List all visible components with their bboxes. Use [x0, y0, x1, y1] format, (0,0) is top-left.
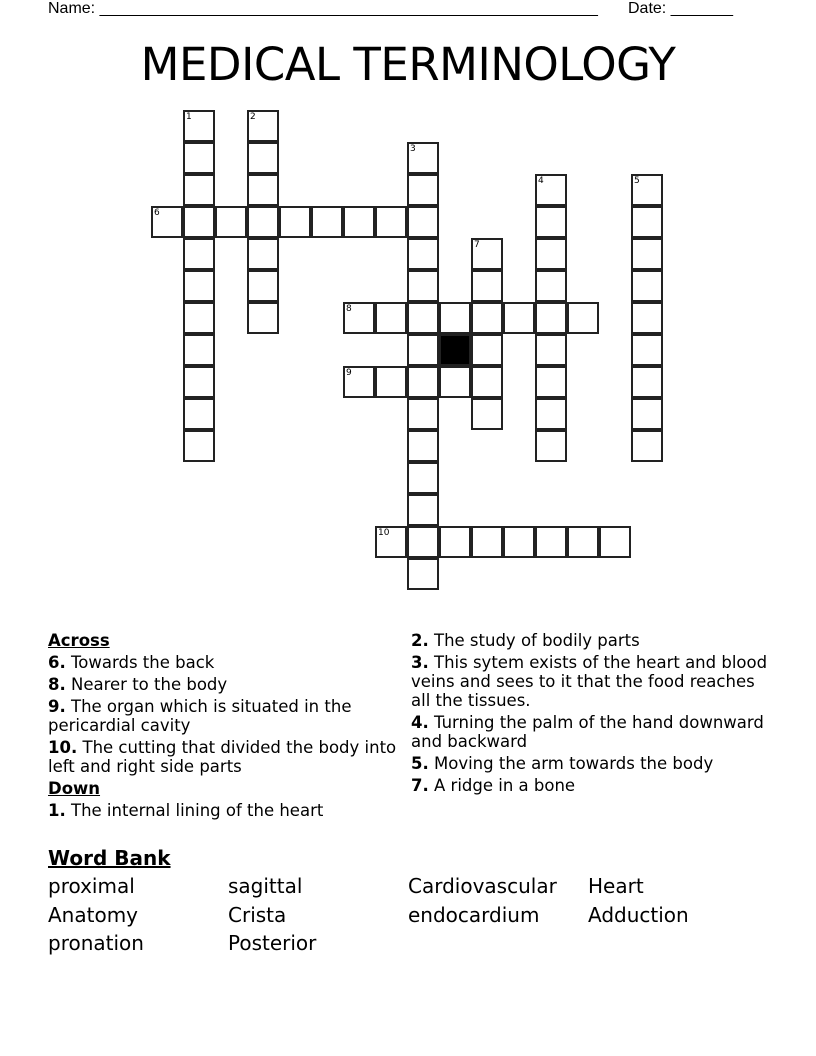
- word-bank-title: Word Bank: [48, 846, 171, 870]
- grid-cell[interactable]: [407, 462, 439, 494]
- grid-cell[interactable]: [183, 110, 215, 142]
- clue-number: 3.: [411, 653, 429, 672]
- clue-text: The organ which is situated in the pericardial cavity: [48, 697, 352, 735]
- grid-cell[interactable]: [631, 270, 663, 302]
- clue-text: This sytem exists of the heart and blood veins and sees to it that the food reaches all the tissues.: [411, 653, 768, 710]
- grid-cell[interactable]: [183, 206, 215, 238]
- clue-down-7: [411, 776, 771, 795]
- grid-cell[interactable]: [535, 270, 567, 302]
- grid-cell[interactable]: [407, 238, 439, 270]
- clue-text: Towards the back: [71, 653, 215, 672]
- grid-cell[interactable]: [439, 526, 471, 558]
- grid-cell[interactable]: [407, 494, 439, 526]
- grid-cell[interactable]: [567, 526, 599, 558]
- grid-cell[interactable]: [247, 142, 279, 174]
- grid-cell[interactable]: [631, 398, 663, 430]
- grid-cell[interactable]: [407, 526, 439, 558]
- cell-number: 10: [378, 528, 390, 538]
- grid-cell[interactable]: [183, 270, 215, 302]
- grid-cell[interactable]: [535, 366, 567, 398]
- grid-cell[interactable]: [183, 302, 215, 334]
- grid-cell[interactable]: [503, 526, 535, 558]
- grid-cell[interactable]: [471, 270, 503, 302]
- grid-cell[interactable]: [183, 430, 215, 462]
- grid-cell[interactable]: [183, 366, 215, 398]
- grid-cell[interactable]: [183, 334, 215, 366]
- grid-cell[interactable]: [471, 302, 503, 334]
- cell-number: 1: [186, 112, 192, 122]
- clue-text: Turning the palm of the hand downward and backward: [411, 713, 764, 751]
- grid-cell[interactable]: [439, 302, 471, 334]
- page-title: MEDICAL TERMINOLOGY: [140, 38, 676, 91]
- clue-number: 10.: [48, 738, 78, 757]
- grid-cell[interactable]: [535, 334, 567, 366]
- grid-cell[interactable]: [183, 398, 215, 430]
- grid-cell[interactable]: [631, 238, 663, 270]
- grid-cell[interactable]: [439, 366, 471, 398]
- grid-cell[interactable]: [599, 526, 631, 558]
- word-bank-item: Posterior: [228, 931, 317, 955]
- word-bank-item: pronation: [48, 931, 144, 955]
- clue-across-8: [48, 675, 398, 694]
- clue-down-5: [411, 754, 771, 773]
- clue-across-9: [48, 697, 398, 735]
- clue-down-2: [411, 631, 771, 650]
- word-bank-item: proximal: [48, 874, 135, 898]
- grid-cell[interactable]: [535, 526, 567, 558]
- grid-cell[interactable]: [407, 366, 439, 398]
- grid-cell[interactable]: [407, 174, 439, 206]
- grid-cell[interactable]: [471, 334, 503, 366]
- grid-cell[interactable]: [407, 334, 439, 366]
- clue-text: Moving the arm towards the body: [434, 754, 714, 773]
- clue-number: 1.: [48, 801, 66, 820]
- clues-left: [48, 631, 398, 823]
- grid-cell[interactable]: [247, 270, 279, 302]
- clue-across-6: [48, 653, 398, 672]
- grid-cell[interactable]: [631, 366, 663, 398]
- word-bank-item: Crista: [228, 903, 287, 927]
- clue-text: The study of bodily parts: [434, 631, 640, 650]
- word-bank-item: Cardiovascular: [408, 874, 557, 898]
- cell-number: 2: [250, 112, 256, 122]
- grid-cell[interactable]: [503, 302, 535, 334]
- grid-cell[interactable]: [535, 430, 567, 462]
- grid-cell[interactable]: [247, 302, 279, 334]
- grid-cell[interactable]: [343, 366, 375, 398]
- cell-number: 6: [154, 208, 160, 218]
- grid-cell[interactable]: [535, 398, 567, 430]
- clue-number: 6.: [48, 653, 66, 672]
- clue-across-10: [48, 738, 398, 776]
- grid-cell[interactable]: [535, 206, 567, 238]
- cell-number: 4: [538, 176, 544, 186]
- grid-cell[interactable]: [471, 526, 503, 558]
- clue-text: A ridge in a bone: [434, 776, 576, 795]
- clue-text: The internal lining of the heart: [71, 801, 324, 820]
- clue-number: 5.: [411, 754, 429, 773]
- clue-text: Nearer to the body: [71, 675, 228, 694]
- grid-cell[interactable]: [311, 206, 343, 238]
- clue-number: 8.: [48, 675, 66, 694]
- grid-cell[interactable]: [375, 366, 407, 398]
- grid-cell[interactable]: [183, 238, 215, 270]
- grid-cell[interactable]: [279, 206, 311, 238]
- grid-cell[interactable]: [407, 302, 439, 334]
- word-bank-item: Heart: [588, 874, 644, 898]
- clue-number: 2.: [411, 631, 429, 650]
- clue-number: 9.: [48, 697, 66, 716]
- word-bank-item: Adduction: [588, 903, 689, 927]
- cell-number: 8: [346, 304, 352, 314]
- cell-number: 7: [474, 240, 480, 250]
- grid-cell[interactable]: [407, 206, 439, 238]
- cell-number: 9: [346, 368, 352, 378]
- grid-cell[interactable]: [247, 238, 279, 270]
- word-bank-item: Anatomy: [48, 903, 139, 927]
- word-bank-item: endocardium: [408, 903, 540, 927]
- grid-cell[interactable]: [151, 206, 183, 238]
- grid-cell[interactable]: [567, 302, 599, 334]
- clue-number: 4.: [411, 713, 429, 732]
- grid-cell[interactable]: [407, 558, 439, 590]
- grid-cell[interactable]: [183, 142, 215, 174]
- grid-cell[interactable]: [215, 206, 247, 238]
- down-heading: Down: [48, 779, 101, 798]
- grid-cell[interactable]: [375, 302, 407, 334]
- grid-cell[interactable]: [375, 206, 407, 238]
- grid-cell[interactable]: [343, 206, 375, 238]
- word-bank-item: sagittal: [228, 874, 303, 898]
- name-field[interactable]: Name: ________________________________________________________: [48, 0, 598, 17]
- date-field[interactable]: Date: _______: [628, 0, 733, 17]
- grid-cell[interactable]: [247, 206, 279, 238]
- cell-number: 3: [410, 144, 416, 154]
- grid-cell[interactable]: [471, 366, 503, 398]
- black-cell: [439, 334, 471, 366]
- clue-down-1: [48, 801, 398, 820]
- grid-cell[interactable]: [471, 398, 503, 430]
- grid-cell[interactable]: [631, 174, 663, 206]
- grid-cell[interactable]: [247, 110, 279, 142]
- grid-cell[interactable]: [183, 174, 215, 206]
- grid-cell[interactable]: [631, 430, 663, 462]
- grid-cell[interactable]: [471, 238, 503, 270]
- cell-number: 5: [634, 176, 640, 186]
- grid-cell[interactable]: [631, 302, 663, 334]
- clue-text: The cutting that divided the body into left and right side parts: [48, 738, 397, 776]
- grid-cell[interactable]: [407, 142, 439, 174]
- clue-down-4: [411, 713, 771, 751]
- grid-cell[interactable]: [247, 174, 279, 206]
- across-heading: Across: [48, 631, 110, 650]
- grid-cell[interactable]: [407, 430, 439, 462]
- clue-down-3: [411, 653, 771, 710]
- grid-cell[interactable]: [535, 174, 567, 206]
- grid-cell[interactable]: [631, 206, 663, 238]
- grid-cell[interactable]: [407, 270, 439, 302]
- grid-cell[interactable]: [343, 302, 375, 334]
- grid-cell[interactable]: [407, 398, 439, 430]
- grid-cell[interactable]: [375, 526, 407, 558]
- grid-cell[interactable]: [631, 334, 663, 366]
- grid-cell[interactable]: [535, 302, 567, 334]
- grid-cell[interactable]: [535, 238, 567, 270]
- clue-number: 7.: [411, 776, 429, 795]
- clues-right: [411, 631, 771, 798]
